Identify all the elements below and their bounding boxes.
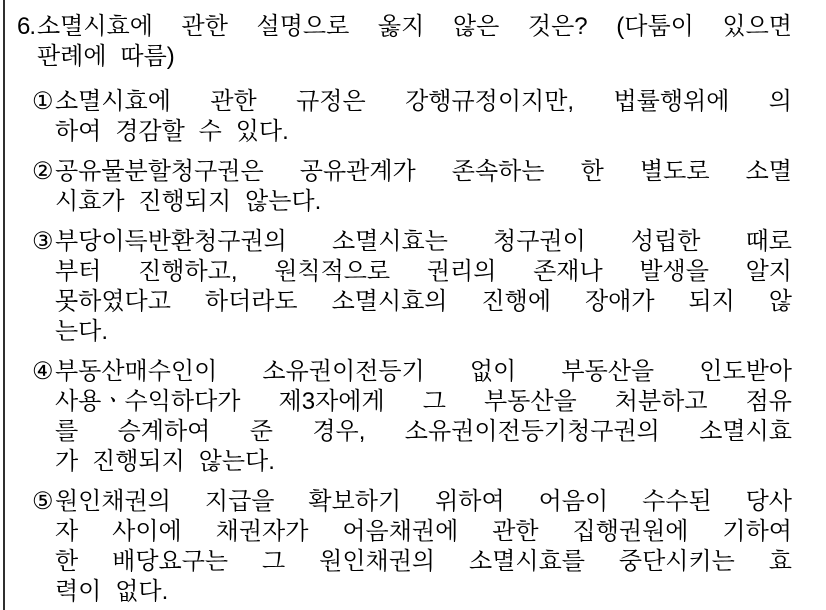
option-line: 가 진행되지 않는다. [55,448,275,475]
option-item-2 [32,157,792,217]
option-text-5 [55,487,792,607]
question-text [37,12,792,72]
option-line: 사용ㆍ수익하다가 제3자에게 그 부동산을 처분하고 점유 [55,388,792,415]
option-text-4 [55,357,792,477]
option-marker-3: ③ [32,228,54,255]
option-marker-4: ④ [32,358,54,385]
option-line: 못하였다고 하더라도 소멸시효의 진행에 장애가 되지 않 [55,288,792,315]
question-line: 소멸시효에 관한 설명으로 옳지 않은 것은? (다툼이 있으면 [37,13,792,40]
option-item-5 [32,487,792,607]
exam-question-block [17,12,792,607]
option-line: 부터 진행하고, 원칙적으로 권리의 존재나 발생을 알지 [55,258,792,285]
option-text-2 [55,157,792,217]
option-line: 한 배당요구는 그 원인채권의 소멸시효를 중단시키는 효 [55,548,792,575]
option-line: 를 승계하여 준 경우, 소유권이전등기청구권의 소멸시효 [55,418,792,445]
option-line: 시효가 진행되지 않는다. [55,188,322,215]
option-text-1 [55,87,792,147]
option-line: 공유물분할청구권은 공유관계가 존속하는 한 별도로 소멸 [55,158,792,185]
option-line: 원인채권의 지급을 확보하기 위하여 어음이 수수된 당사 [55,488,792,515]
option-text-3 [55,227,792,347]
option-marker-1: ① [32,88,54,115]
option-item-4 [32,357,792,477]
option-marker-2: ② [32,158,54,185]
question-number: 6. [17,13,36,40]
option-line: 는다. [55,318,109,345]
option-line: 하여 경감할 수 있다. [55,118,289,145]
question-line: 판례에 따름) [37,43,175,70]
option-line: 력이 없다. [55,578,169,605]
option-item-1 [32,87,792,147]
option-item-3 [32,227,792,347]
option-line: 부당이득반환청구권의 소멸시효는 청구권이 성립한 때로 [55,228,792,255]
left-column-rule [3,0,5,610]
option-marker-5: ⑤ [32,488,54,515]
option-line: 부동산매수인이 소유권이전등기 없이 부동산을 인도받아 [55,358,792,385]
option-line: 소멸시효에 관한 규정은 강행규정이지만, 법률행위에 의 [55,88,792,115]
option-line: 자 사이에 채권자가 어음채권에 관한 집행권원에 기하여 [55,518,792,545]
question-header [17,12,792,72]
